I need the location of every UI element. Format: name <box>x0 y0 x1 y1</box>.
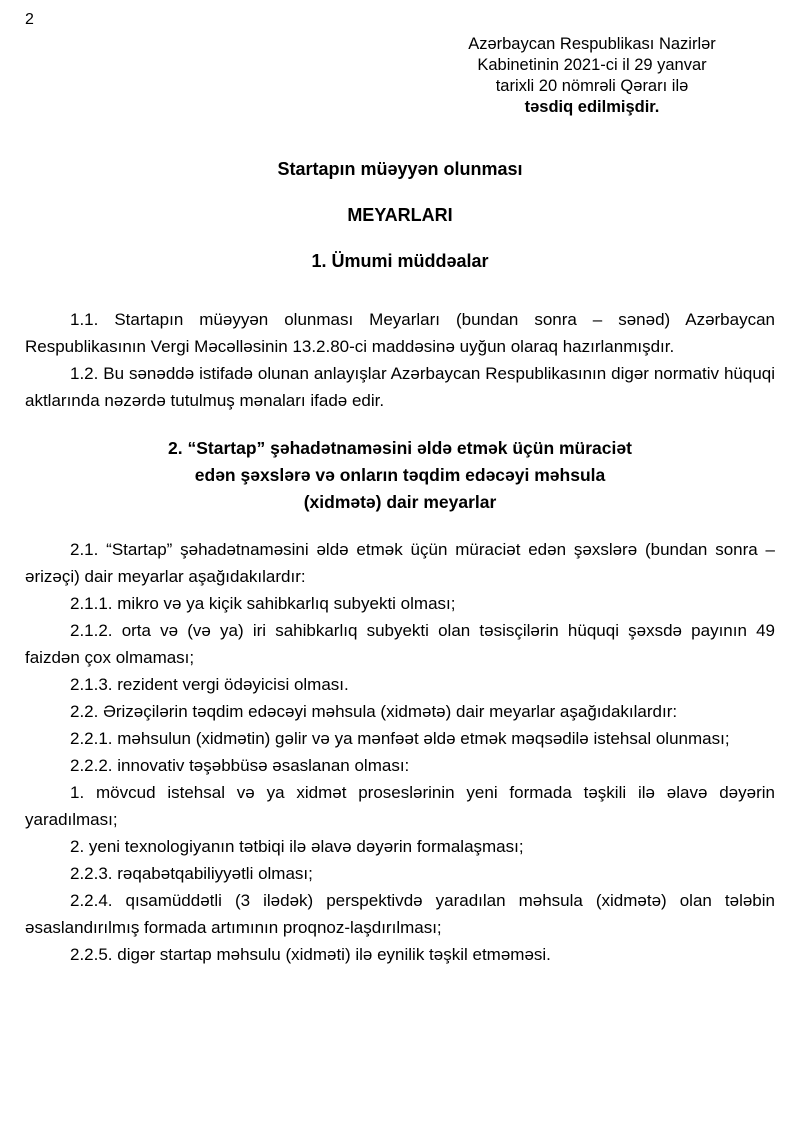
approval-line-4: təsdiq edilmişdir. <box>524 98 660 116</box>
paragraph-2-1-1: 2.1.1. mikro və ya kiçik sahibkarlıq subyekti olması; <box>70 594 456 613</box>
page-number: 2 <box>25 11 34 28</box>
section1-heading: 1. Ümumi müddəalar <box>311 251 489 271</box>
paragraph-2-2-4: 2.2.4. qısamüddətli (3 ilədək) perspektivdə yaradılan məhsula (xidmətə) olan tələbin əsaslandırılmış formada artımının proqnoz-laşdırılması; <box>25 891 775 937</box>
paragraph-2-2-5: 2.2.5. digər startap məhsulu (xidməti) ilə eynilik təşkil etməməsi. <box>70 945 551 964</box>
section2-heading <box>25 435 775 516</box>
paragraph-2-1-2: 2.1.2. orta və (və ya) iri sahibkarlıq subyekti olan təsisçilərin hüquqi şəxsdə payının 49 faizdən çox olmaması; <box>25 621 775 667</box>
paragraph-2-2-1: 2.2.1. məhsulun (xidmətin) gəlir və ya mənfəət əldə etmək məqsədilə istehsal olunması; <box>70 729 730 748</box>
paragraph-2-2: 2.2. Ərizəçilərin təqdim edəcəyi məhsula (xidmətə) dair meyarlar aşağıdakılardır: <box>70 702 678 721</box>
paragraph-2-1: 2.1. “Startap” şəhadətnaməsini əldə etmək üçün müraciət edən şəxslərə (bundan sonra – ərizəçi) dair meyarlar aşağıdakılardır: <box>25 540 775 586</box>
document-subtitle: MEYARLARI <box>347 205 453 225</box>
section2-heading-line-1: 2. “Startap” şəhadətnaməsini əldə etmək üçün müraciət <box>168 438 632 458</box>
approval-block <box>437 34 747 118</box>
paragraph-2-2-2-item-1: 1. mövcud istehsal və ya xidmət proseslərinin yeni formada təşkili ilə əlavə dəyərin yaradılması; <box>25 783 775 829</box>
paragraph-2-2-2: 2.2.2. innovativ təşəbbüsə əsaslanan olması: <box>70 756 410 775</box>
approval-line-3: tarixli 20 nömrəli Qərarı ilə <box>495 77 689 95</box>
paragraph-2-1-3: 2.1.3. rezident vergi ödəyicisi olması. <box>70 675 349 694</box>
section2-heading-line-3: (xidmətə) dair meyarlar <box>303 492 497 512</box>
paragraph-2-2-2-item-2: 2. yeni texnologiyanın tətbiqi ilə əlavə dəyərin formalaşması; <box>70 837 524 856</box>
paragraph-2-2-3: 2.2.3. rəqabətqabiliyyətli olması; <box>70 864 313 883</box>
paragraph-1-1: 1.1. Startapın müəyyən olunması Meyarları (bundan sonra – sənəd) Azərbaycan Respublikasının Vergi Məcəlləsinin 13.2.80-ci maddəsinə uyğun olaraq hazırlanmışdır. <box>25 310 775 356</box>
document-title: Startapın müəyyən olunması <box>277 159 523 179</box>
approval-line-1: Azərbaycan Respublikası Nazirlər <box>468 35 716 53</box>
section2-heading-line-2: edən şəxslərə və onların təqdim edəcəyi məhsula <box>194 465 606 485</box>
approval-line-2: Kabinetinin 2021-ci il 29 yanvar <box>477 56 707 74</box>
paragraph-1-2: 1.2. Bu sənəddə istifadə olunan anlayışlar Azərbaycan Respublikasının digər normativ hüquqi aktlarında nəzərdə tutulmuş mənaları ifadə edir. <box>25 364 775 410</box>
